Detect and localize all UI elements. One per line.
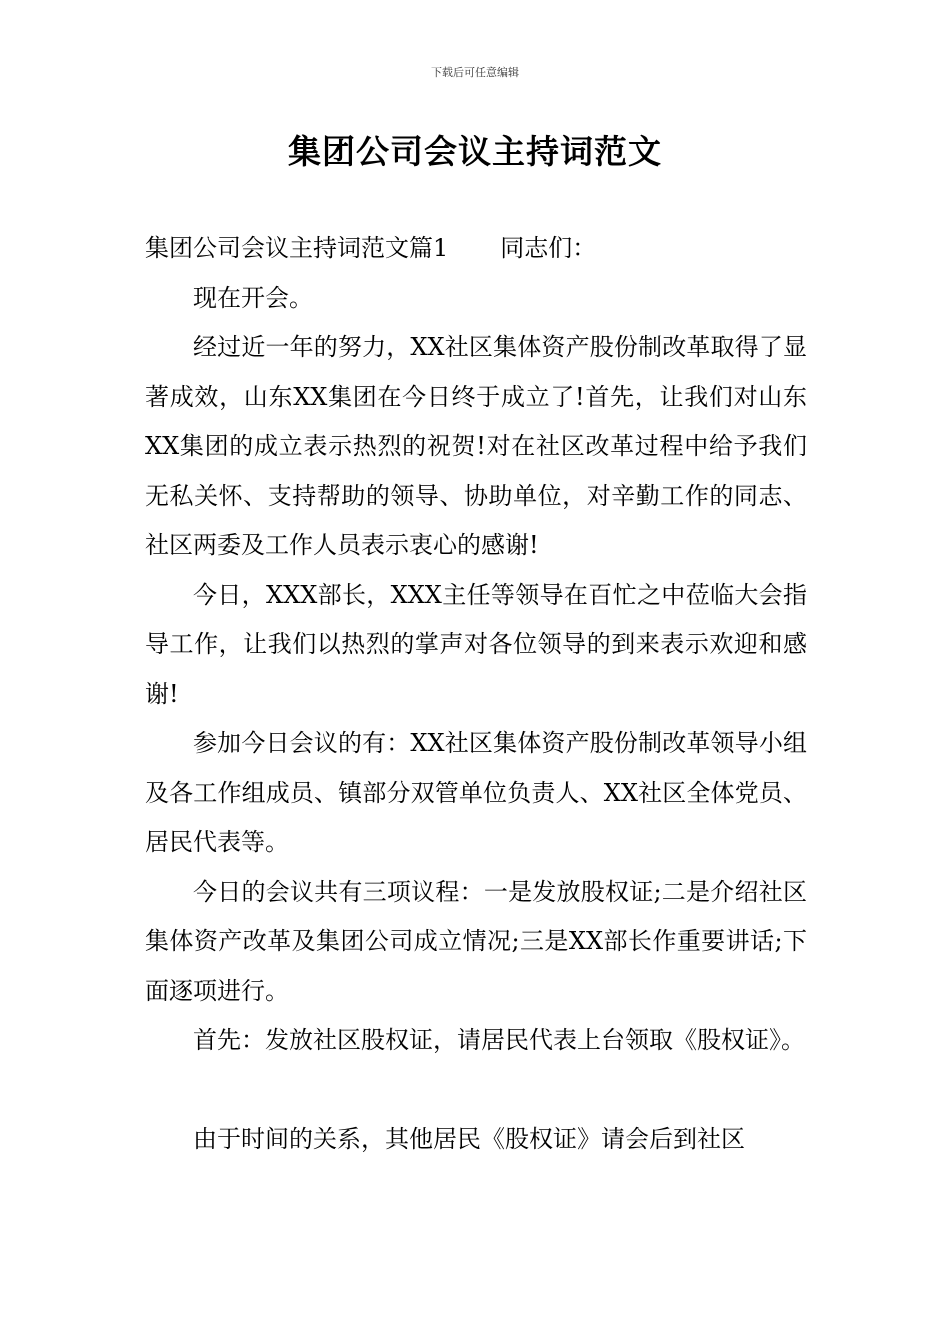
document-title: 集团公司会议主持词范文 bbox=[288, 132, 662, 171]
paragraph-5: 今日的会议共有三项议程：一是发放股权证;二是介绍社区集体资产改革及集团公司成立情况;三是XX部长作重要讲话;下面逐项进行。 bbox=[145, 877, 807, 1005]
header-note: 下载后可任意编辑 bbox=[431, 66, 519, 79]
section-heading: 集团公司会议主持词范文篇1 bbox=[145, 234, 449, 262]
section-heading-line bbox=[145, 224, 807, 274]
paragraph-1: 现在开会。 bbox=[193, 283, 313, 312]
document-body bbox=[145, 224, 807, 1165]
paragraph-2: 经过近一年的努力，XX社区集体资产股份制改革取得了显著成效，山东XX集团在今日终于成立了!首先，让我们对山东XX集团的成立表示热烈的祝贺!对在社区改革过程中给予我们无私关怀、支持帮助的领导、协助单位，对辛勤工作的同志、社区两委及工作人员表示衷心的感谢! bbox=[145, 333, 807, 559]
paragraph-4: 参加今日会议的有：XX社区集体资产股份制改革领导小组及各工作组成员、镇部分双管单位负责人、XX社区全体党员、居民代表等。 bbox=[145, 729, 807, 856]
paragraph-6: 首先：发放社区股权证，请居民代表上台领取《股权证》。 bbox=[193, 1026, 805, 1054]
greeting: 同志们： bbox=[500, 234, 597, 262]
paragraph-3: 今日，XXX部长，XXX主任等领导在百忙之中莅临大会指导工作，让我们以热烈的掌声对各位领导的到来表示欢迎和感谢! bbox=[145, 580, 807, 708]
paragraph-7: 由于时间的关系，其他居民《股权证》请会后到社区 bbox=[193, 1125, 745, 1153]
